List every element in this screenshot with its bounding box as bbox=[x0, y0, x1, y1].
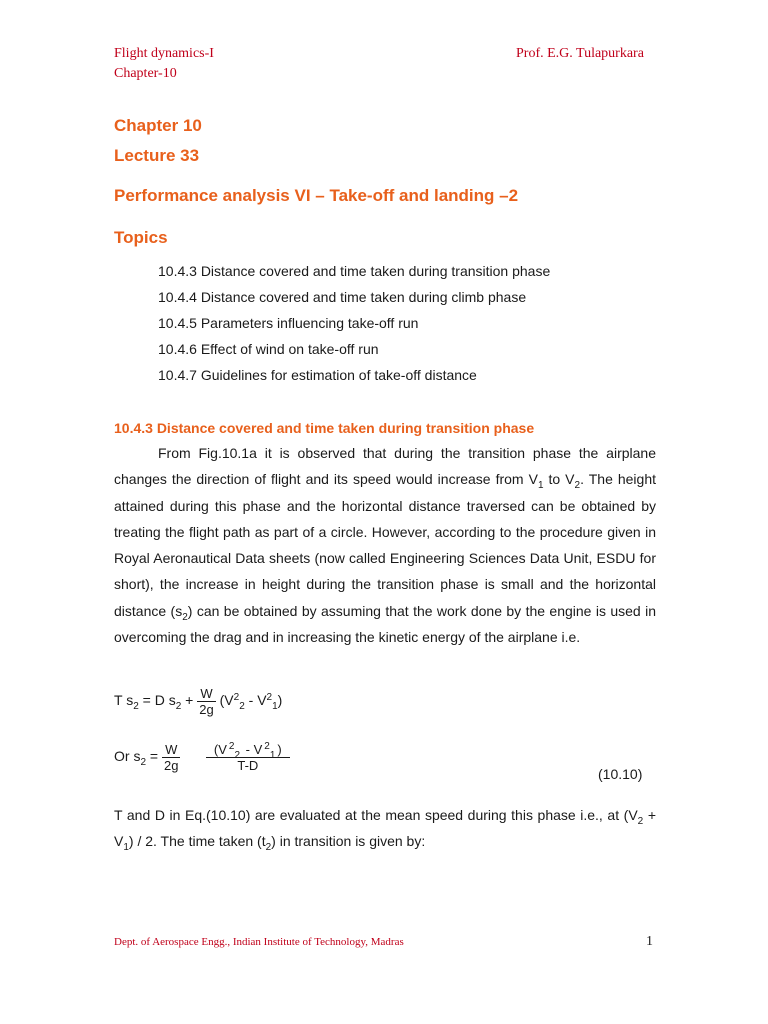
equation-energy: T $s_2 = D$ $s_2$ + $\frac{W}{2g}$ $(V^2_2 - V^2_1)$ bbox=[114, 686, 283, 717]
fraction-w-2g: $\frac{W}{2g}$ bbox=[163, 742, 179, 773]
section-heading: 10.4.3 Distance covered and time taken during transition phase bbox=[114, 420, 535, 436]
fraction-w-2g: $\frac{W}{2g}$ bbox=[199, 686, 214, 717]
fraction-velocity-over-thrust: $\frac{(V ^2_2 - V ^2_1 )}{T-D}$ bbox=[206, 742, 290, 773]
equation-s2: Or $s_2$ = $\frac{W}{2g}$ $\frac{(V ^2_2 - V ^2_1 )}{T-D}$ bbox=[114, 742, 290, 773]
header-chapter: Chapter-10 bbox=[114, 66, 177, 81]
topic-item: 10.4.3 Distance covered and time taken during transition phase bbox=[158, 263, 551, 279]
header-course: Flight dynamics-I bbox=[114, 46, 214, 61]
chapter-heading: Chapter 10 bbox=[114, 116, 202, 135]
page-title: Performance analysis VI – Take-off and landing –2 bbox=[114, 186, 519, 205]
topic-item: 10.4.7 Guidelines for estimation of take-off distance bbox=[158, 367, 477, 383]
topic-item: 10.4.5 Parameters influencing take-off run bbox=[158, 315, 419, 331]
page-number: 1 bbox=[646, 934, 653, 949]
topic-item: 10.4.6 Effect of wind on take-off run bbox=[158, 341, 379, 357]
topic-item: 10.4.4 Distance covered and time taken during climb phase bbox=[158, 289, 527, 305]
body-paragraph: T and D in Eq.(10.10) are evaluated at the mean speed during this phase i.e., at $(V_2 + V_1) / 2$. The time taken $(t_2)$ in transition is given by: bbox=[114, 807, 656, 854]
footer-dept: Dept. of Aerospace Engg., Indian Institute of Technology, Madras bbox=[114, 936, 404, 948]
lecture-heading: Lecture 33 bbox=[114, 146, 200, 165]
header-author: Prof. E.G. Tulapurkara bbox=[516, 46, 644, 61]
topics-heading: Topics bbox=[114, 228, 168, 247]
body-paragraph: From Fig.10.1a it is observed that during the transition phase the airplane changes the direction of flight and its speed would increase from $V_1$ to $V_2$. The height attained during this phase and the horizontal distance traversed can be obtained by treating the flight path as part of a circle. However, according to the procedure given in Royal Aeronautical Data sheets (now called Engineering Sciences Data Unit, ESDU for short), the increase in height during the transition phase is small and the horizontal distance $(s_2)$ can be obtained by assuming that the work done by the engine is used in overcoming the drag and in increasing the kinetic energy of the airplane i.e. bbox=[114, 445, 657, 646]
equation-number: (10.10) bbox=[598, 766, 643, 782]
